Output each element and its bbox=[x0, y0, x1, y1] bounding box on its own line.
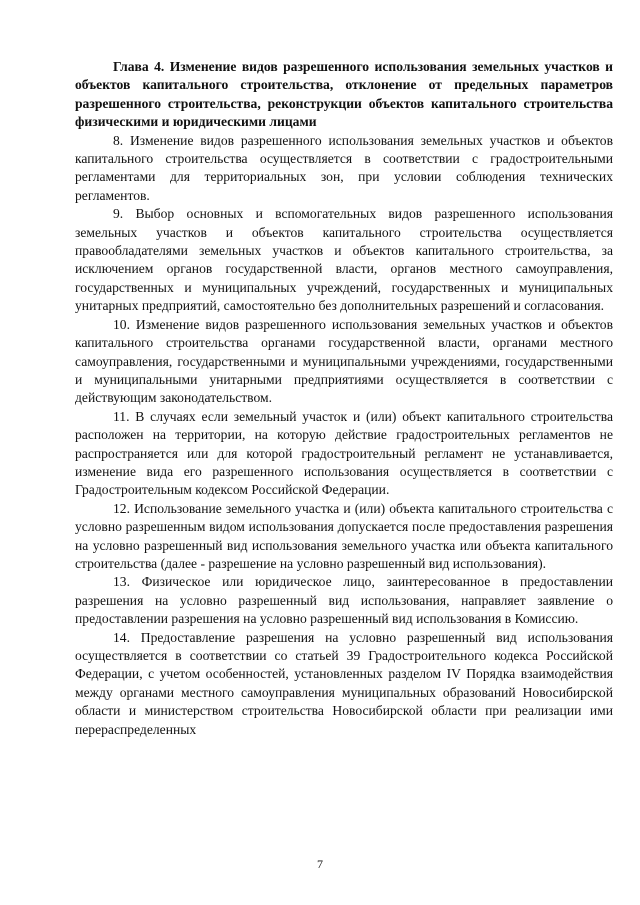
paragraph-9: 9. Выбор основных и вспомогательных видов разрешенного использования земельных участков и объектов капитального строительства осуществляется правообладателями земельных участков и объектов капитального строительства, за исключением органов государственной власти, органов местного самоуправления, государственных и муниципальных учреждений, государственных и муниципальных унитарных предприятий, самостоятельно без дополнительных разрешений и согласования. bbox=[75, 206, 613, 314]
page-number: 7 bbox=[317, 857, 323, 871]
paragraph-13: 13. Физическое или юридическое лицо, заинтересованное в предоставлении разрешения на условно разрешенный вид использования, направляет заявление о предоставлении разрешения на условно разрешенный вид использования в Комиссию. bbox=[75, 574, 613, 627]
paragraph-8: 8. Изменение видов разрешенного использования земельных участков и объектов капитального строительства осуществляется в соответствии с градостроительными регламентами для территориальных зон, при условии соблюдения технических регламентов. bbox=[75, 132, 613, 203]
paragraph-12: 12. Использование земельного участка и (или) объекта капитального строительства с условно разрешенным видом использования допускается после предоставления разрешения на условно разрешенный вид использования земельного участка или объекта капитального строительства (далее - разрешение на условно разрешенный вид использования). bbox=[75, 500, 613, 571]
document-page bbox=[75, 58, 613, 739]
chapter-title: Глава 4. Изменение видов разрешенного использования земельных участков и объектов капитального строительства, отклонение от предельных параметров разрешенного строительства, реконструкции объектов капитального строительства физическими и юридическими лицами bbox=[75, 59, 613, 130]
paragraph-11: 11. В случаях если земельный участок и (или) объект капитального строительства расположен на территории, на которую действие градостроительных регламентов не распространяется или для которой градостроительный регламент не устанавливается, изменение вида его разрешенного использования осуществляется в соответствии с Градостроительным кодексом Российской Федерации. bbox=[75, 408, 613, 498]
paragraph-10: 10. Изменение видов разрешенного использования земельных участков и объектов капитального строительства органами государственной власти, органами местного самоуправления, государственными и муниципальными учреждениями, государственными и муниципальными унитарными предприятиями осуществляется в соответствии с действующим законодательством. bbox=[75, 316, 613, 406]
paragraph-14: 14. Предоставление разрешения на условно разрешенный вид использования осуществляется в соответствии со статьей 39 Градостроительного кодекса Российской Федерации, с учетом особенностей, установленных разделом IV Порядка взаимодействия между органами местного самоуправления муниципальных образований Новосибирской области и министерством строительства Новосибирской области при реализации ими перераспределенных bbox=[75, 629, 613, 737]
